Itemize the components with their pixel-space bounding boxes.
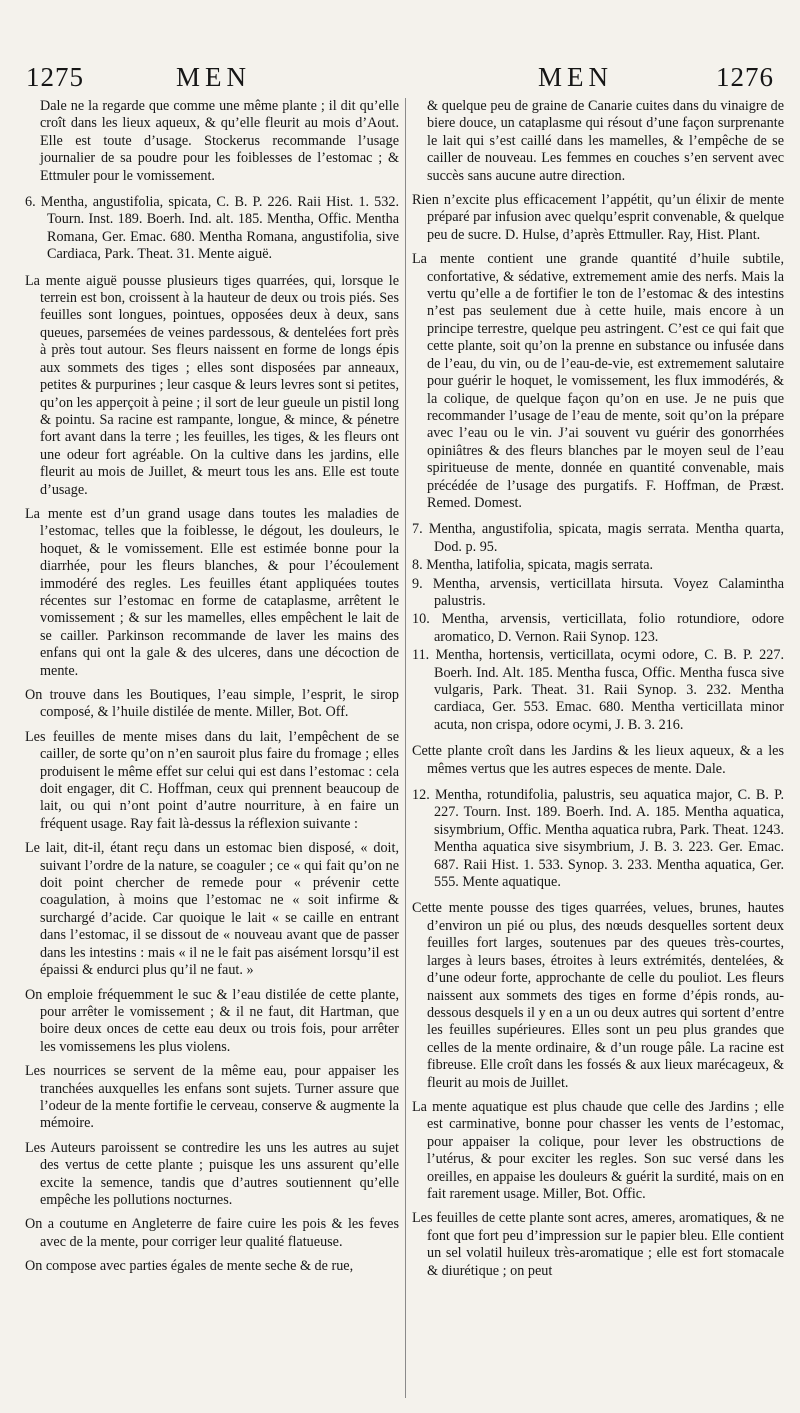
paragraph: Les feuilles de cette plante sont acres, ameres, aromatiques, & ne font que fort peu d’impression sur le papier bleu. Elle contient un sel volatil huileux très-aromatique ; elle est fort stomacale & diurétique ; on peut: [412, 1210, 784, 1279]
species-entry: 10. Mentha, arvensis, verticillata, folio rotundiore, odore aromatico, D. Vernon. Raii Synop. 123.: [412, 611, 784, 645]
page-number-right: 1276: [716, 62, 774, 92]
paragraph: Rien n’excite plus efficacement l’appétit, qu’un élixir de mente préparé par infusion avec quelqu’esprit convenable, & quelque peu de sucre. D. Hulse, d’après Ettmuller. Ray, Hist. Plant.: [412, 192, 784, 243]
paragraph: La mente est d’un grand usage dans toutes les maladies de l’estomac, telles que la foiblesse, le dégout, les douleurs, le hoquet, & le vomissement. Elle est estimée bonne pour la diarrhée, pour les fleurs blanches, & pour l’écoulement immodéré des regles. Les feuilles étant appliquées toutes récentes sur l’estomac en forme de cataplasme, arrêtent le vomissement ; & sur les mamelles, elles empêchent le lait de se cailler. Parkinson recommande de laver les mains des enfans qui ont la gale & des ulceres, dans une décoction de mente.: [25, 505, 399, 679]
paragraph: & quelque peu de graine de Canarie cuites dans du vinaigre de biere douce, un cataplasme qui résout d’une façon surprenante le lait qui s’est caillé dans les mamelles, & l’empêche de se cailler de nouveau. Les femmes en couches s’en servent avec succès sans aucune autre direction.: [427, 98, 784, 184]
species-entry: 9. Mentha, arvensis, verticillata hirsuta. Voyez Calamintha palustris.: [412, 575, 784, 609]
paragraph: On emploie fréquemment le suc & l’eau distilée de cette plante, pour arrêter le vomissement ; & il ne faut, dit Hartman, que boire deux onces de cette eau deux ou trois fois, pour arrêter les vomissemens les plus violens.: [25, 986, 399, 1055]
paragraph: La mente aquatique est plus chaude que celle des Jardins ; elle est carminative, bonne pour chasser les vents de l’estomac, pour appaiser la colique, pour lever les obstructions de l’utérus, & pour exciter les regles. Son suc versé dans les oreilles, en appaise les douleurs & guérit la surdité, mais on en fait rarement usage. Miller, Bot. Offic.: [412, 1098, 784, 1202]
paragraph: Les feuilles de mente mises dans du lait, l’empêchent de se cailler, de sorte qu’on n’en sauroit plus faire du fromage ; elles produisent le même effet sur celui qui est dans l’estomac : cela doit engager, dit C. Hoffman, ceux qui prennent beaucoup de lait, ou qui n’ont point d’autre nourriture, à en faire un fréquent usage. Ray fait là-dessus la réflexion suivante :: [25, 728, 399, 832]
paragraph: Dale ne la regarde que comme une même plante ; il dit qu’elle croît dans les lieux aqueux, & qu’elle fleurit au mois d’Aout. Elle est toute d’usage. Stockerus recommande l’usage journalier de sa poudre pour les foiblesses de l’estomac ; & Ettmuler pour le vomissement.: [40, 98, 399, 184]
running-head-left: MEN: [176, 62, 251, 92]
left-column: [25, 98, 399, 1403]
page-number-left: 1275: [26, 62, 84, 92]
quotation: Le lait, dit-il, étant reçu dans un estomac bien disposé, « doit, suivant l’ordre de la nature, se coaguler ; ce « qui fait qu’on ne doit point chercher de remede pour « prévenir cette coagulation, à moins que l’estomac ne « soit infirme & surchargé d’acide. Car quoique le lait « se caille en entrant dans l’estomac, il se dissout de « nouveau avant que de passer dans les intestins : mais « il ne le fait pas aisément lorsqu’il est épaissi & endurci plus qu’il ne faut. »: [25, 840, 399, 979]
species-entry: 6. Mentha, angustifolia, spicata, C. B. P. 226. Raii Hist. 1. 532. Tourn. Inst. 189. Boerh. Ind. alt. 185. Mentha, Offic. Mentha Romana, Ger. Emac. 680. Mentha Romana, angustifolia, sive Cardiaca, Park. Theat. 31. Mente aiguë.: [25, 194, 399, 263]
species-entry: 11. Mentha, hortensis, verticillata, ocymi odore, C. B. P. 227. Boerh. Ind. Alt. 185. Mentha fusca, Offic. Mentha fusca sive vulgaris, Park. Theat. 31. Raii Synop. 3. 232. Mentha cardiaca, Ger. 553. Emac. 680. Mentha verticillata minor acuta, non crispa, odore ocymi, J. B. 3. 216.: [412, 647, 784, 733]
running-head-right: MEN: [538, 62, 613, 92]
column-divider: [405, 98, 406, 1398]
paragraph: Cette plante croît dans les Jardins & les lieux aqueux, & a les mêmes vertus que les autres especes de mente. Dale.: [412, 743, 784, 777]
paragraph: On compose avec parties égales de mente seche & de rue,: [25, 1258, 354, 1275]
paragraph: La mente contient une grande quantité d’huile subtile, confortative, & sédative, extremement amie des nerfs. Mais la vertu qu’elle a de fortifier le ton de l’estomac & des intestins n’est pas seulement due à cette huile, mais encore à un principe terrestre, quelque peu astringent. C’est ce qui fait que cette plante, soit qu’on la prenne en substance ou infusée dans de l’eau, du vin, ou de l’eau-de-vie, est extremement salutaire pour guérir le hoquet, le vomissement, les flux immodérés, & la colique, de quelque façon qu’on en use. Je ne puis que recommander l’usage de l’eau de mente, soit qu’on la prépare avec l’eau ou le vin. J’ai souvent vu guérir des gonorrhées opiniâtres & des fleurs blanches par le moyen seul de l’eau spiritueuse de mente, donnée en quantité convenable, mais précédée de l’usage des purgatifs. F. Hoffman, de Præst. Remed. Domest.: [412, 251, 784, 511]
paragraph: On a coutume en Angleterre de faire cuire les pois & les feves avec de la mente, pour corriger leur qualité flatueuse.: [25, 1216, 399, 1250]
species-entry: 12. Mentha, rotundifolia, palustris, seu aquatica major, C. B. P. 227. Tourn. Inst. 189. Boerh. Ind. A. 185. Mentha aquatica, sisymbrium, Offic. Mentha aquatica rubra, Park. Theat. 1243. Mentha aquatica sive sisymbrium, J. B. 3. 223. Ger. Emac. 687. Raii Hist. 1. 533. Synop. 3. 233. Mentha aquatica, Ger. 555. Mente aquatique.: [412, 787, 784, 891]
species-entry: 8. Mentha, latifolia, spicata, magis serrata.: [412, 557, 654, 574]
paragraph: On trouve dans les Boutiques, l’eau simple, l’esprit, le sirop composé, & l’huile distilée de mente. Miller, Bot. Off.: [25, 687, 399, 721]
paragraph: Les nourrices se servent de la même eau, pour appaiser les tranchées auxquelles les enfans sont sujets. Turner assure que l’odeur de la mente fortifie le cerveau, conserve & augmente la mémoire.: [25, 1063, 399, 1132]
paragraph: Cette mente pousse des tiges quarrées, velues, brunes, hautes d’environ un pié ou plus, des nœuds desquelles sortent deux feuilles fort larges, soutenues par des queues très-courtes, larges à leurs bases, étroites à leurs extrémités, dentelées, & d’une odeur forte, approchante de celle du pouliot. Les fleurs naissent aux sommets des tiges en forme d’épis ronds, au-dessous desquels il y en a un ou deux autres qui sortent d’entre les feuilles supérieures. Elles sont un peu plus grandes que celles de la mente ordinaire, & d’un rouge pâle. La racine est fibreuse. Elle croît dans les fossés & aux lieux marécageux, & fleurit au mois de Juillet.: [412, 900, 784, 1091]
paragraph: Les Auteurs paroissent se contredire les uns les autres au sujet des vertus de cette plante ; puisque les uns assurent qu’elle excite la semence, tandis que d’autres soutiennent qu’elle empêche les pollutions nocturnes.: [25, 1139, 399, 1208]
species-entry: 7. Mentha, angustifolia, spicata, magis serrata. Mentha quarta, Dod. p. 95.: [412, 521, 784, 555]
right-column: [412, 98, 784, 1403]
paragraph: La mente aiguë pousse plusieurs tiges quarrées, qui, lorsque le terrein est bon, croissent à la hauteur de deux ou trois piés. Ses feuilles sont longues, pointues, opposées deux à deux, sans queues, parsemées de veines pardessous, & dentelées fort près à près tout autour. Ses fleurs naissent en forme de longs épis aux sommets des tiges ; elles sont disposées par anneaux, petites & purpurines ; leur casque & leurs levres sont si petites, qu’on les apperçoit à peine ; il sort de leur gueule un pistil long & pointu. Sa racine est rampante, longue, & mince, & pénetre fort avant dans la terre ; les feuilles, les tiges, & les fleurs ont une odeur fort agréable. On la cultive dans les jardins, elle fleurit au mois de Juillet, & meurt tous les ans. Elle est toute d’usage.: [25, 272, 399, 498]
